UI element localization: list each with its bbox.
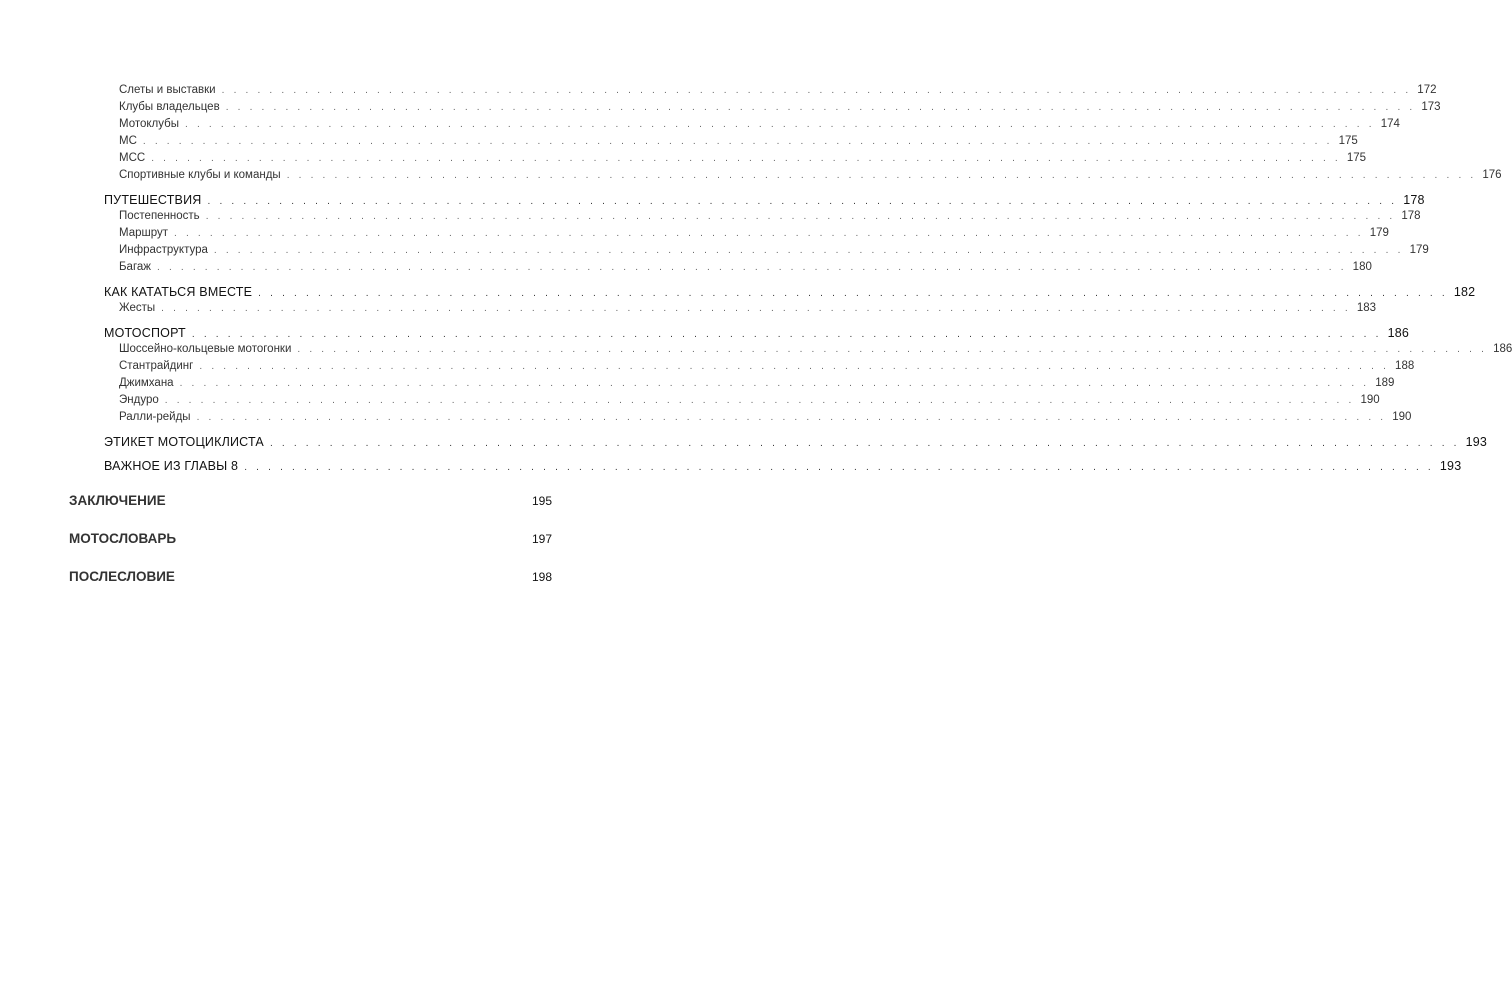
toc-section[interactable] [104, 326, 1410, 340]
toc-entry[interactable] [119, 360, 1415, 372]
toc-entry-page: 173 [1421, 101, 1441, 113]
toc-section[interactable] [104, 435, 1488, 449]
dot-leader: . . . . . . . . . . . . . . . . . . . . . . . . . . . . . . . . . . . . . . . . . . . . . . . . . . . . . . . . . . . . . . . . . . . . . . . . . . . . . . . . . . . . . . . . . . . . . . . . . . . . [221, 85, 1412, 96]
toc-entry[interactable] [119, 118, 1400, 130]
toc-entry-title: Стантрайдинг [119, 360, 194, 372]
toc-entry-page: 178 [1401, 210, 1421, 222]
toc-section-page: 178 [1403, 193, 1425, 207]
toc-entry[interactable] [119, 343, 1512, 355]
toc-entry-title: Багаж [119, 261, 151, 273]
toc-entry[interactable] [119, 101, 1441, 113]
toc-chapter[interactable] [69, 493, 552, 508]
toc-section-page: 193 [1465, 435, 1488, 449]
dot-leader: . . . . . . . . . . . . . . . . . . . . . . . . . . . . . . . . . . . . . . . . . . . . . . . . . . . . . . . . . . . . . . . . . . . . . . . . . . . . . . . . . . . . . . . . . . . . . . . . . . . . [199, 361, 1390, 372]
toc-entry-title: МСС [119, 152, 146, 164]
toc-entry-page: 179 [1369, 227, 1389, 239]
dot-leader: . . . . . . . . . . . . . . . . . . . . . . . . . . . . . . . . . . . . . . . . . . . . . . . . . . . . . . . . . . . . . . . . . . . . . . . . . . . . . . . . . . . . . . . . . . . . . . . . . . . . [174, 228, 1364, 239]
toc-chapter-title: ПОСЛЕСЛОВИЕ [69, 569, 175, 584]
toc-entry[interactable] [119, 377, 1395, 389]
dot-leader: . . . . . . . . . . . . . . . . . . . . . . . . . . . . . . . . . . . . . . . . . . . . . . . . . . . . . . . . . . . . . . . . . . . . . . . . . . . . . . . . . . . . . . . . . . . . . . . . . . . . [179, 378, 1370, 389]
toc-section-title: КАК КАТАТЬСЯ ВМЕСТЕ [104, 285, 253, 299]
dot-leader: . . . . . . . . . . . . . . . . . . . . . . . . . . . . . . . . . . . . . . . . . . . . . . . . . . . . . . . . . . . . . . . . . . . . . . . . . . . . . . . . . . . . . . . . . . . . . . . . . . . . [185, 119, 1375, 130]
toc-entry-page: 180 [1352, 261, 1372, 273]
dot-leader: . . . . . . . . . . . . . . . . . . . . . . . . . . . . . . . . . . . . . . . . . . . . . . . . . . . . . . . . . . . . . . . . . . . . . . . . . . . . . . . . . . . . . . . . . . . . . . . . . . . . [196, 412, 1387, 423]
toc-section-title: МОТОСПОРТ [104, 326, 186, 340]
toc-entry-page: 175 [1338, 135, 1358, 147]
toc-chapter[interactable] [69, 569, 552, 584]
toc-entry-title: Ралли-рейды [119, 411, 191, 423]
dot-leader: . . . . . . . . . . . . . . . . . . . . . . . . . . . . . . . . . . . . . . . . . . . . . . . . . . . . . . . . . . . . . . . . . . . . . . . . . . . . . . . . . . . . . . . . . . . . . . . . . . . . [207, 196, 1398, 207]
toc-entry-title: Эндуро [119, 394, 159, 406]
dot-leader: . . . . . . . . . . . . . . . . . . . . . . . . . . . . . . . . . . . . . . . . . . . . . . . . . . . . . . . . . . . . . . . . . . . . . . . . . . . . . . . . . . . . . . . . . . . . . . . . . . . . [213, 245, 1404, 256]
toc-entry[interactable] [119, 244, 1429, 256]
dot-leader: . . . . . . . . . . . . . . . . . . . . . . . . . . . . . . . . . . . . . . . . . . . . . . . . . . . . . . . . . . . . . . . . . . . . . . . . . . . . . . . . . . . . . . . . . . . . . . . . . . . . [142, 136, 1333, 147]
toc-entry[interactable] [119, 302, 1377, 314]
toc-entry-title: Джимхана [119, 377, 174, 389]
toc-entry-title: Постепенность [119, 210, 200, 222]
dot-leader: . . . . . . . . . . . . . . . . . . . . . . . . . . . . . . . . . . . . . . . . . . . . . . . . . . . . . . . . . . . . . . . . . . . . . . . . . . . . . . . . . . . . . . . . . . . . . . . . . . . . [161, 303, 1351, 314]
toc-section[interactable] [104, 459, 1462, 473]
toc-entry-page: 179 [1409, 244, 1429, 256]
toc-entry-page: 174 [1380, 118, 1400, 130]
toc-entry-page: 175 [1346, 152, 1367, 164]
dot-leader: . . . . . . . . . . . . . . . . . . . . . . . . . . . . . . . . . . . . . . . . . . . . . . . . . . . . . . . . . . . . . . . . . . . . . . . . . . . . . . . . . . . . . . . . . . . . . . . . . . . . [297, 344, 1488, 355]
toc-entry[interactable] [119, 411, 1412, 423]
toc-section-title: ПУТЕШЕСТВИЯ [104, 193, 202, 207]
toc-entry[interactable] [119, 261, 1372, 273]
toc-entry-page: 188 [1395, 360, 1415, 372]
toc-entry-page: 190 [1360, 394, 1380, 406]
toc-chapter-page: 197 [531, 532, 552, 546]
toc-entry-page: 186 [1493, 343, 1512, 355]
toc-entry-page: 172 [1417, 84, 1437, 96]
toc-section-page: 186 [1387, 326, 1410, 340]
toc-chapter-page: 195 [531, 494, 552, 508]
toc-section-title: ЭТИКЕТ МОТОЦИКЛИСТА [104, 435, 264, 449]
toc-section[interactable] [104, 193, 1425, 207]
toc-chapter[interactable] [69, 531, 552, 546]
dot-leader: . . . . . . . . . . . . . . . . . . . . . . . . . . . . . . . . . . . . . . . . . . . . . . . . . . . . . . . . . . . . . . . . . . . . . . . . . . . . . . . . . . . . . . . . . . . . . . . . . . . . [191, 329, 1382, 340]
toc-entry[interactable] [119, 210, 1421, 222]
dot-leader: . . . . . . . . . . . . . . . . . . . . . . . . . . . . . . . . . . . . . . . . . . . . . . . . . . . . . . . . . . . . . . . . . . . . . . . . . . . . . . . . . . . . . . . . . . . . . . . . . . . . [269, 438, 1460, 449]
dot-leader: . . . . . . . . . . . . . . . . . . . . . . . . . . . . . . . . . . . . . . . . . . . . . . . . . . . . . . . . . . . . . . . . . . . . . . . . . . . . . . . . . . . . . . . . . . . . . . . . . . . . [258, 288, 1448, 299]
toc-entry-title: Шоссейно-кольцевые мотогонки [119, 343, 292, 355]
toc-entry-title: Инфраструктура [119, 244, 208, 256]
toc-section-page: 193 [1439, 459, 1462, 473]
toc-entry-title: Мотоклубы [119, 118, 179, 130]
toc-entry-title: Жесты [119, 302, 156, 314]
dot-leader: . . . . . . . . . . . . . . . . . . . . . . . . . . . . . . . . . . . . . . . . . . . . . . . . . . . . . . . . . . . . . . . . . . . . . . . . . . . . . . . . . . . . . . . . . . . . . . . . . . . . [151, 153, 1341, 164]
toc-entry-title: Клубы владельцев [119, 101, 220, 113]
toc-entry[interactable] [119, 227, 1389, 239]
dot-leader: . . . . . . . . . . . . . . . . . . . . . . . . . . . . . . . . . . . . . . . . . . . . . . . . . . . . . . . . . . . . . . . . . . . . . . . . . . . . . . . . . . . . . . . . . . . . . . . . . . . . [225, 102, 1416, 113]
toc-entry-page: 190 [1392, 411, 1412, 423]
toc-entry-title: МС [119, 135, 137, 147]
toc-entry[interactable] [119, 135, 1358, 147]
toc-entry-title: Спортивные клубы и команды [119, 169, 281, 181]
toc-entry-title: Слеты и выставки [119, 84, 216, 96]
toc-entry[interactable] [119, 84, 1437, 96]
toc-chapter-title: МОТОСЛОВАРЬ [69, 531, 177, 546]
toc-entry[interactable] [119, 152, 1367, 164]
dot-leader: . . . . . . . . . . . . . . . . . . . . . . . . . . . . . . . . . . . . . . . . . . . . . . . . . . . . . . . . . . . . . . . . . . . . . . . . . . . . . . . . . . . . . . . . . . . . . . . . . . . . [205, 211, 1396, 222]
dot-leader: . . . . . . . . . . . . . . . . . . . . . . . . . . . . . . . . . . . . . . . . . . . . . . . . . . . . . . . . . . . . . . . . . . . . . . . . . . . . . . . . . . . . . . . . . . . . . . . . . . . . [244, 462, 1434, 473]
dot-leader: . . . . . . . . . . . . . . . . . . . . . . . . . . . . . . . . . . . . . . . . . . . . . . . . . . . . . . . . . . . . . . . . . . . . . . . . . . . . . . . . . . . . . . . . . . . . . . . . . . . . [286, 170, 1477, 181]
toc-entry-page: 183 [1356, 302, 1377, 314]
toc-chapter-title: ЗАКЛЮЧЕНИЕ [69, 493, 166, 508]
toc-section-title: ВАЖНОЕ ИЗ ГЛАВЫ 8 [104, 459, 239, 473]
toc-entry-page: 189 [1375, 377, 1395, 389]
toc-entry[interactable] [119, 394, 1380, 406]
dot-leader: . . . . . . . . . . . . . . . . . . . . . . . . . . . . . . . . . . . . . . . . . . . . . . . . . . . . . . . . . . . . . . . . . . . . . . . . . . . . . . . . . . . . . . . . . . . . . . . . . . . . [156, 262, 1347, 273]
toc-entry-title: Маршрут [119, 227, 169, 239]
toc-section[interactable] [104, 285, 1476, 299]
toc-chapter-page: 198 [531, 570, 552, 584]
toc-entry-page: 176 [1482, 169, 1502, 181]
dot-leader: . . . . . . . . . . . . . . . . . . . . . . . . . . . . . . . . . . . . . . . . . . . . . . . . . . . . . . . . . . . . . . . . . . . . . . . . . . . . . . . . . . . . . . . . . . . . . . . . . . . . [164, 395, 1355, 406]
toc-entry[interactable] [119, 169, 1502, 181]
toc-section-page: 182 [1453, 285, 1476, 299]
